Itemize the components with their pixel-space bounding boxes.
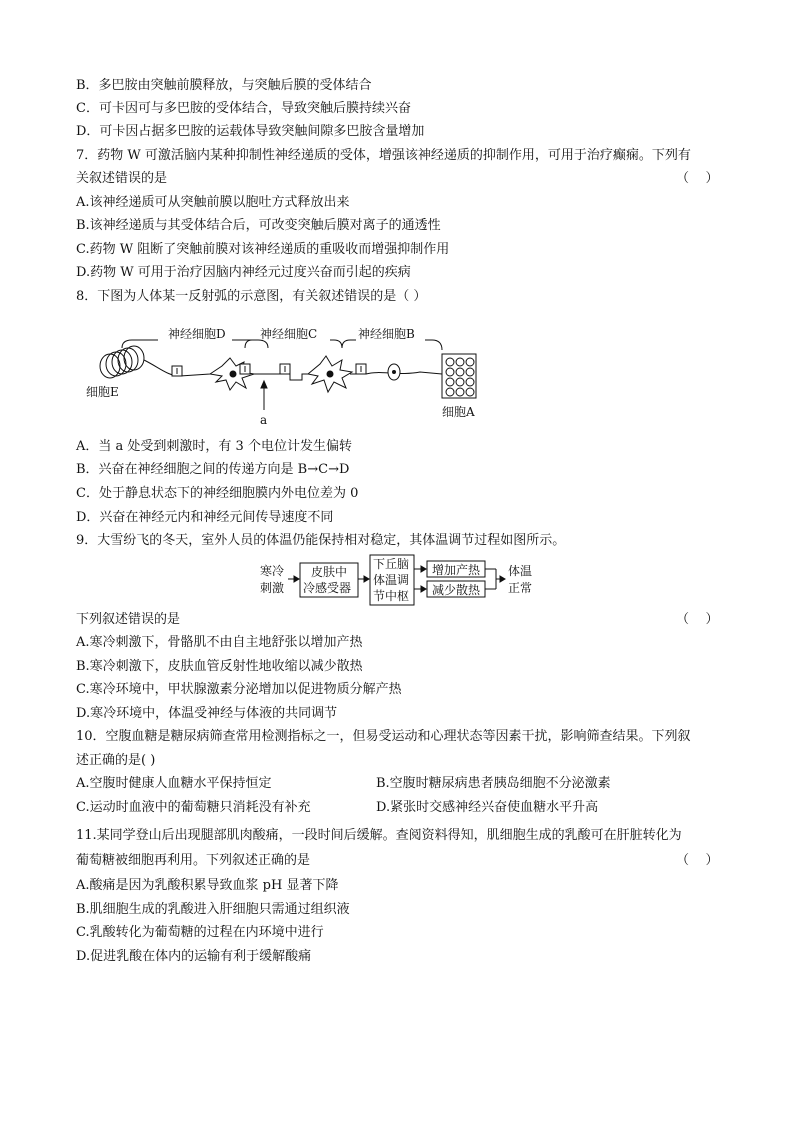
label-reduce-loss: 减少散热 (432, 583, 481, 597)
label-cell-a: 细胞A (442, 405, 475, 419)
label-center-1: 下丘脑 (373, 557, 410, 571)
cell-e-coil (100, 346, 144, 378)
q11-option-c: C.乳酸转化为葡萄糖的过程在内环境中进行 (76, 925, 324, 940)
label-receptor-2: 冷感受器 (303, 581, 352, 595)
q6-option-b: B．多巴胺由突触前膜释放，与突触后膜的受体结合 (76, 78, 372, 93)
arrow-split (414, 566, 426, 592)
q6-option-d: D．可卡因占据多巴胺的运载体导致突触间隙多巴胺含量增加 (76, 124, 425, 139)
cell-a-receptor (442, 354, 476, 398)
q9-option-b: B.寒冷刺激下，皮肤血管反射性地收缩以减少散热 (76, 659, 363, 674)
galvanometer-1 (172, 366, 182, 376)
label-neuron-d: 神经细胞D (168, 327, 226, 341)
stimulus-arrow-a (261, 381, 267, 410)
q7-option-c: C.药物 W 阻断了突触前膜对该神经递质的重吸收而增强抑制作用 (76, 242, 450, 257)
q9-option-c: C.寒冷环境中，甲状腺激素分泌增加以促进物质分解产热 (76, 682, 402, 697)
q9-option-a: A.寒冷刺激下，骨骼肌不由自主地舒张以增加产热 (76, 635, 363, 650)
q11-option-b: B.肌细胞生成的乳酸进入肝细胞只需通过组织液 (76, 902, 350, 917)
label-center-2: 体温调 (373, 573, 410, 587)
label-center-3: 节中枢 (373, 589, 410, 603)
q11-answer-paren: （ ） (676, 853, 719, 868)
label-stimulus-1: 寒冷 (260, 564, 285, 578)
q10-option-a: A.空腹时健康人血糖水平保持恒定 (76, 776, 272, 791)
axon-b (366, 372, 442, 374)
label-result-2: 正常 (508, 581, 533, 595)
neuron-c-body (308, 356, 352, 392)
q8-option-c: C．处于静息状态下的神经细胞膜内外电位差为 0 (76, 486, 359, 501)
thermoregulation-flow-diagram (256, 554, 546, 606)
q7-answer-paren: （ ） (676, 171, 719, 186)
label-result-1: 体温 (508, 564, 533, 578)
q10-option-c: C.运动时血液中的葡萄糖只消耗没有补充 (76, 800, 311, 815)
synapse-gauges (240, 364, 290, 374)
q6-option-c: C．可卡因可与多巴胺的受体结合，导致突触后膜持续兴奋 (76, 101, 411, 116)
arrow-merge (485, 569, 505, 589)
q9-stem: 9．大雪纷飞的冬天，室外人员的体温仍能保持相对稳定，其体温调节过程如图所示。 (76, 533, 566, 548)
bracket-neuron-c (245, 340, 342, 348)
q7-stem-line2: 关叙述错误的是 (76, 171, 168, 186)
label-neuron-b: 神经细胞B (358, 327, 415, 341)
q11-option-a: A.酸痛是因为乳酸积累导致血浆 pH 显著下降 (76, 878, 339, 893)
label-receptor-1: 皮肤中 (311, 565, 348, 579)
q8-stem: 8．下图为人体某一反射弧的示意图，有关叙述错误的是（ ） (76, 289, 427, 304)
label-stimulus-2: 刺激 (260, 581, 285, 595)
q9-option-d: D.寒冷环境中，体温受神经与体液的共同调节 (76, 706, 338, 721)
q11-stem-line1: 11.某同学登山后出现腿部肌肉酸痛，一段时间后缓解。查阅资料得知，肌细胞生成的乳酸可在肝脏转化为 (76, 828, 682, 843)
q10-option-b: B.空腹时糖尿病患者胰岛细胞不分泌激素 (376, 776, 611, 791)
q10-stem-line2: 述正确的是( ) (76, 753, 156, 768)
q11-option-d: D.促进乳酸在体内的运输有利于缓解酸痛 (76, 949, 312, 964)
bracket-neuron-b (342, 340, 442, 350)
q8-option-a: A．当 a 处受到刺激时，有 3 个电位计发生偏转 (76, 439, 352, 454)
label-point-a: a (260, 413, 268, 427)
arrow-1 (288, 576, 299, 582)
galvanometer-3 (356, 364, 366, 374)
q8-option-b: B．兴奋在神经细胞之间的传递方向是 B→C→D (76, 462, 350, 477)
q11-stem-line2: 葡萄糖被细胞再利用。下列叙述正确的是 (76, 853, 311, 868)
q7-option-b: B.该神经递质与其受体结合后，可改变突触后膜对离子的通透性 (76, 218, 441, 233)
q9-answer-paren: （ ） (676, 612, 719, 627)
q10-option-d: D.紧张时交感神经兴奋使血糖水平升高 (376, 800, 599, 815)
label-cell-e: 细胞E (86, 385, 119, 399)
q10-stem-line1: 10．空腹血糖是糖尿病筛查常用检测指标之一，但易受运动和心理状态等因素干扰，影响筛查结果。下列叙 (76, 729, 691, 744)
q7-stem-line1: 7．药物 W 可激活脑内某种抑制性神经递质的受体，增强该神经递质的抑制作用，可用于治疗癫痫。下列有 (76, 148, 691, 163)
q8-option-d: D．兴奋在神经元内和神经元间传导速度不同 (76, 510, 334, 525)
label-increase-heat: 增加产热 (432, 563, 481, 577)
arrow-2 (358, 576, 369, 582)
q7-option-a: A.该神经递质可从突触前膜以胞吐方式释放出来 (76, 195, 350, 210)
q9-stem-line2: 下列叙述错误的是 (76, 612, 181, 627)
q7-option-d: D.药物 W 可用于治疗因脑内神经元过度兴奋而引起的疾病 (76, 265, 411, 280)
reflex-arc-diagram (80, 318, 500, 428)
label-neuron-c: 神经细胞C (260, 327, 318, 341)
